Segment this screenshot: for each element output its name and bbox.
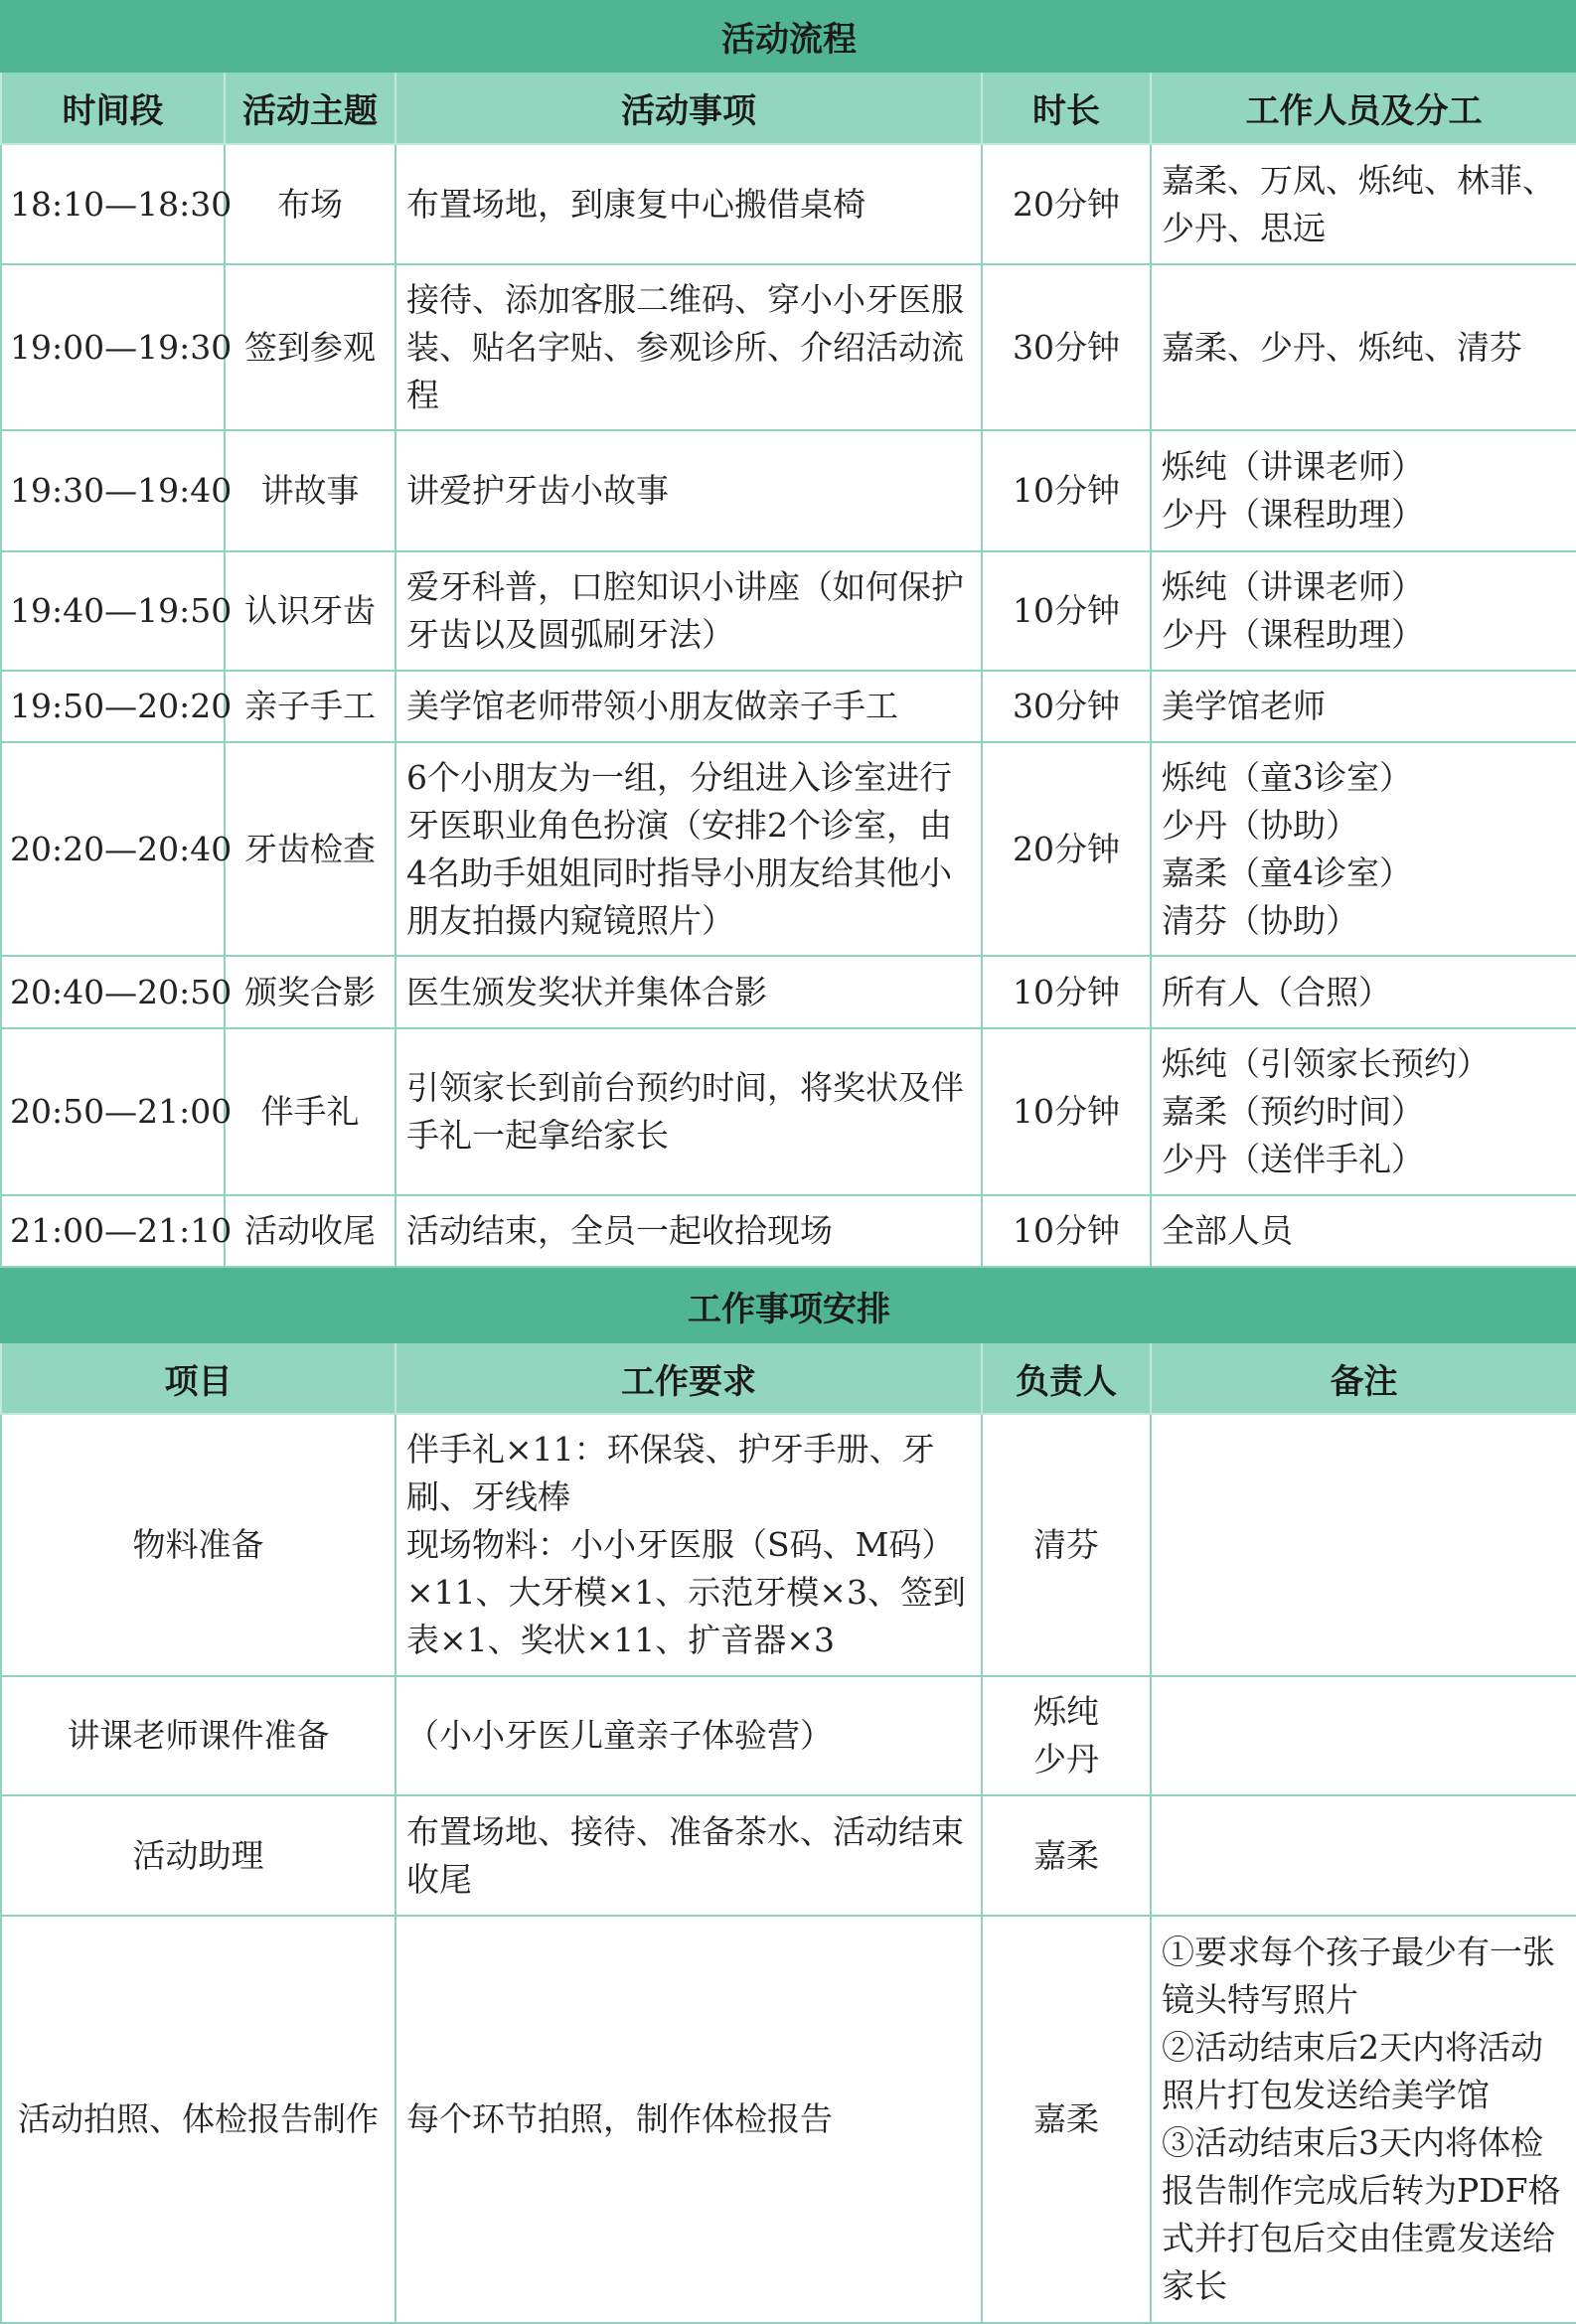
time-cell: 19:00—19:30 [1, 264, 225, 430]
duration-cell: 10分钟 [982, 551, 1151, 671]
header-project: 项目 [1, 1342, 395, 1414]
note-cell [1151, 1795, 1576, 1916]
table-row [1, 551, 1576, 671]
theme-cell: 牙齿检查 [225, 742, 395, 956]
theme-cell: 讲故事 [225, 430, 395, 551]
duration-cell: 30分钟 [982, 671, 1151, 742]
table-row [1, 264, 1576, 430]
section2-title-row [1, 1269, 1576, 1342]
item-cell: 引领家长到前台预约时间，将奖状及伴手礼一起拿给家长 [395, 1028, 982, 1195]
item-cell: 6个小朋友为一组，分组进入诊室进行牙医职业角色扮演（安排2个诊室，由4名助手姐姐同时指导小朋友给其他小朋友拍摄内窥镜照片） [395, 742, 982, 956]
duration-cell: 10分钟 [982, 956, 1151, 1028]
duration-cell: 20分钟 [982, 144, 1151, 264]
header-note: 备注 [1151, 1342, 1576, 1414]
staff-cell: 美学馆老师 [1151, 671, 1576, 742]
table-row [1, 1676, 1576, 1795]
staff-cell: 嘉柔、万凤、烁纯、林菲、少丹、思远 [1151, 144, 1576, 264]
owner-cell: 烁纯 少丹 [982, 1676, 1151, 1795]
section1-title: 活动流程 [1, 1, 1576, 72]
item-cell: 讲爱护牙齿小故事 [395, 430, 982, 551]
theme-cell: 伴手礼 [225, 1028, 395, 1195]
header-time: 时间段 [1, 72, 225, 144]
theme-cell: 亲子手工 [225, 671, 395, 742]
time-cell: 20:40—20:50 [1, 956, 225, 1028]
staff-cell: 烁纯（讲课老师） 少丹（课程助理） [1151, 430, 1576, 551]
section1-title-row [1, 1, 1576, 72]
project-cell: 活动拍照、体检报告制作 [1, 1916, 395, 2323]
item-cell: 美学馆老师带领小朋友做亲子手工 [395, 671, 982, 742]
staff-cell: 嘉柔、少丹、烁纯、清芬 [1151, 264, 1576, 430]
requirement-cell: 布置场地、接待、准备茶水、活动结束收尾 [395, 1795, 982, 1916]
item-cell: 布置场地，到康复中心搬借桌椅 [395, 144, 982, 264]
time-cell: 18:10—18:30 [1, 144, 225, 264]
header-theme: 活动主题 [225, 72, 395, 144]
table-row [1, 742, 1576, 956]
requirement-cell: （小小牙医儿童亲子体验营） [395, 1676, 982, 1795]
section1-header-row [1, 72, 1576, 144]
theme-cell: 认识牙齿 [225, 551, 395, 671]
header-staff: 工作人员及分工 [1151, 72, 1576, 144]
theme-cell: 布场 [225, 144, 395, 264]
owner-cell: 清芬 [982, 1414, 1151, 1676]
time-cell: 20:50—21:00 [1, 1028, 225, 1195]
table-row [1, 430, 1576, 551]
section2-title: 工作事项安排 [1, 1269, 1576, 1342]
owner-cell: 嘉柔 [982, 1916, 1151, 2323]
table-row [1, 1028, 1576, 1195]
note-cell [1151, 1414, 1576, 1676]
duration-cell: 10分钟 [982, 1028, 1151, 1195]
staff-cell: 烁纯（讲课老师） 少丹（课程助理） [1151, 551, 1576, 671]
table-row [1, 1195, 1576, 1267]
item-cell: 活动结束，全员一起收拾现场 [395, 1195, 982, 1267]
staff-cell: 所有人（合照） [1151, 956, 1576, 1028]
time-cell: 19:40—19:50 [1, 551, 225, 671]
table-row [1, 1414, 1576, 1676]
item-cell: 医生颁发奖状并集体合影 [395, 956, 982, 1028]
requirement-cell: 伴手礼×11：环保袋、护牙手册、牙刷、牙线棒 现场物料：小小牙医服（S码、M码）×11、大牙模×1、示范牙模×3、签到表×1、奖状×11、扩音器×3 [395, 1414, 982, 1676]
work-arrangement-table [0, 1268, 1576, 2324]
item-cell: 爱牙科普，口腔知识小讲座（如何保护牙齿以及圆弧刷牙法） [395, 551, 982, 671]
time-cell: 20:20—20:40 [1, 742, 225, 956]
project-cell: 物料准备 [1, 1414, 395, 1676]
table-row [1, 1795, 1576, 1916]
project-cell: 活动助理 [1, 1795, 395, 1916]
staff-cell: 烁纯（引领家长预约） 嘉柔（预约时间） 少丹（送伴手礼） [1151, 1028, 1576, 1195]
section2-header-row [1, 1342, 1576, 1414]
duration-cell: 10分钟 [982, 1195, 1151, 1267]
time-cell: 19:50—20:20 [1, 671, 225, 742]
owner-cell: 嘉柔 [982, 1795, 1151, 1916]
table-row [1, 144, 1576, 264]
header-owner: 负责人 [982, 1342, 1151, 1414]
theme-cell: 签到参观 [225, 264, 395, 430]
time-cell: 19:30—19:40 [1, 430, 225, 551]
header-requirement: 工作要求 [395, 1342, 982, 1414]
table-row [1, 1916, 1576, 2323]
header-duration: 时长 [982, 72, 1151, 144]
note-cell [1151, 1676, 1576, 1795]
item-cell: 接待、添加客服二维码、穿小小牙医服装、贴名字贴、参观诊所、介绍活动流程 [395, 264, 982, 430]
staff-cell: 全部人员 [1151, 1195, 1576, 1267]
duration-cell: 30分钟 [982, 264, 1151, 430]
header-item: 活动事项 [395, 72, 982, 144]
table-row [1, 956, 1576, 1028]
staff-cell: 烁纯（童3诊室） 少丹（协助） 嘉柔（童4诊室） 清芬（协助） [1151, 742, 1576, 956]
duration-cell: 20分钟 [982, 742, 1151, 956]
project-cell: 讲课老师课件准备 [1, 1676, 395, 1795]
theme-cell: 活动收尾 [225, 1195, 395, 1267]
note-cell: ①要求每个孩子最少有一张镜头特写照片 ②活动结束后2天内将活动照片打包发送给美学馆 ③活动结束后3天内将体检报告制作完成后转为PDF格式并打包后交由佳霓发送给家长 [1151, 1916, 1576, 2323]
duration-cell: 10分钟 [982, 430, 1151, 551]
theme-cell: 颁奖合影 [225, 956, 395, 1028]
requirement-cell: 每个环节拍照，制作体检报告 [395, 1916, 982, 2323]
table-row [1, 671, 1576, 742]
time-cell: 21:00—21:10 [1, 1195, 225, 1267]
